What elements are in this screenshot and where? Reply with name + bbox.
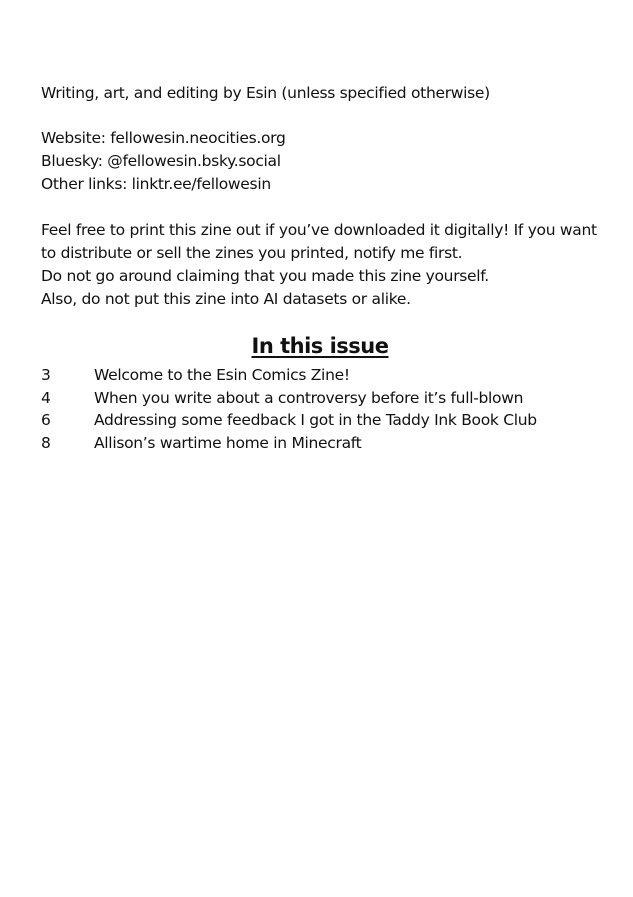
toc-item [41,409,611,432]
notice-section [41,219,611,311]
credits-text: Writing, art, and editing by Esin (unless specified otherwise) [41,84,490,102]
toc-title: Addressing some feedback I got in the Taddy Ink Book Club [94,411,537,429]
table-of-contents [41,364,611,454]
toc-title: When you write about a controversy before it’s full-blown [94,388,524,407]
toc-title: Allison’s wartime home in Minecraft [94,433,362,452]
toc-item [41,432,611,455]
toc-page-number: 8 [41,433,51,452]
print-notice: Feel free to print this zine out if you’ve downloaded it digitally! If you want to distribute or sell the zines you printed, notify me first. [41,221,597,262]
links-section [41,127,611,196]
toc-title: Welcome to the Esin Comics Zine! [94,366,350,384]
ai-notice: Also, do not put this zine into AI datasets or alike. [41,290,411,308]
website-link: Website: fellowesin.neocities.org [41,129,286,147]
toc-heading: In this issue [251,334,389,358]
toc-item [41,387,611,410]
toc-page-number: 4 [41,388,51,407]
other-links: Other links: linktr.ee/fellowesin [41,175,271,193]
toc-page-number: 6 [41,411,51,429]
toc-item [41,364,611,387]
claim-notice: Do not go around claiming that you made this zine yourself. [41,267,489,285]
bluesky-link: Bluesky: @fellowesin.bsky.social [41,152,281,170]
credits-section [41,82,611,105]
toc-page-number: 3 [41,366,51,384]
